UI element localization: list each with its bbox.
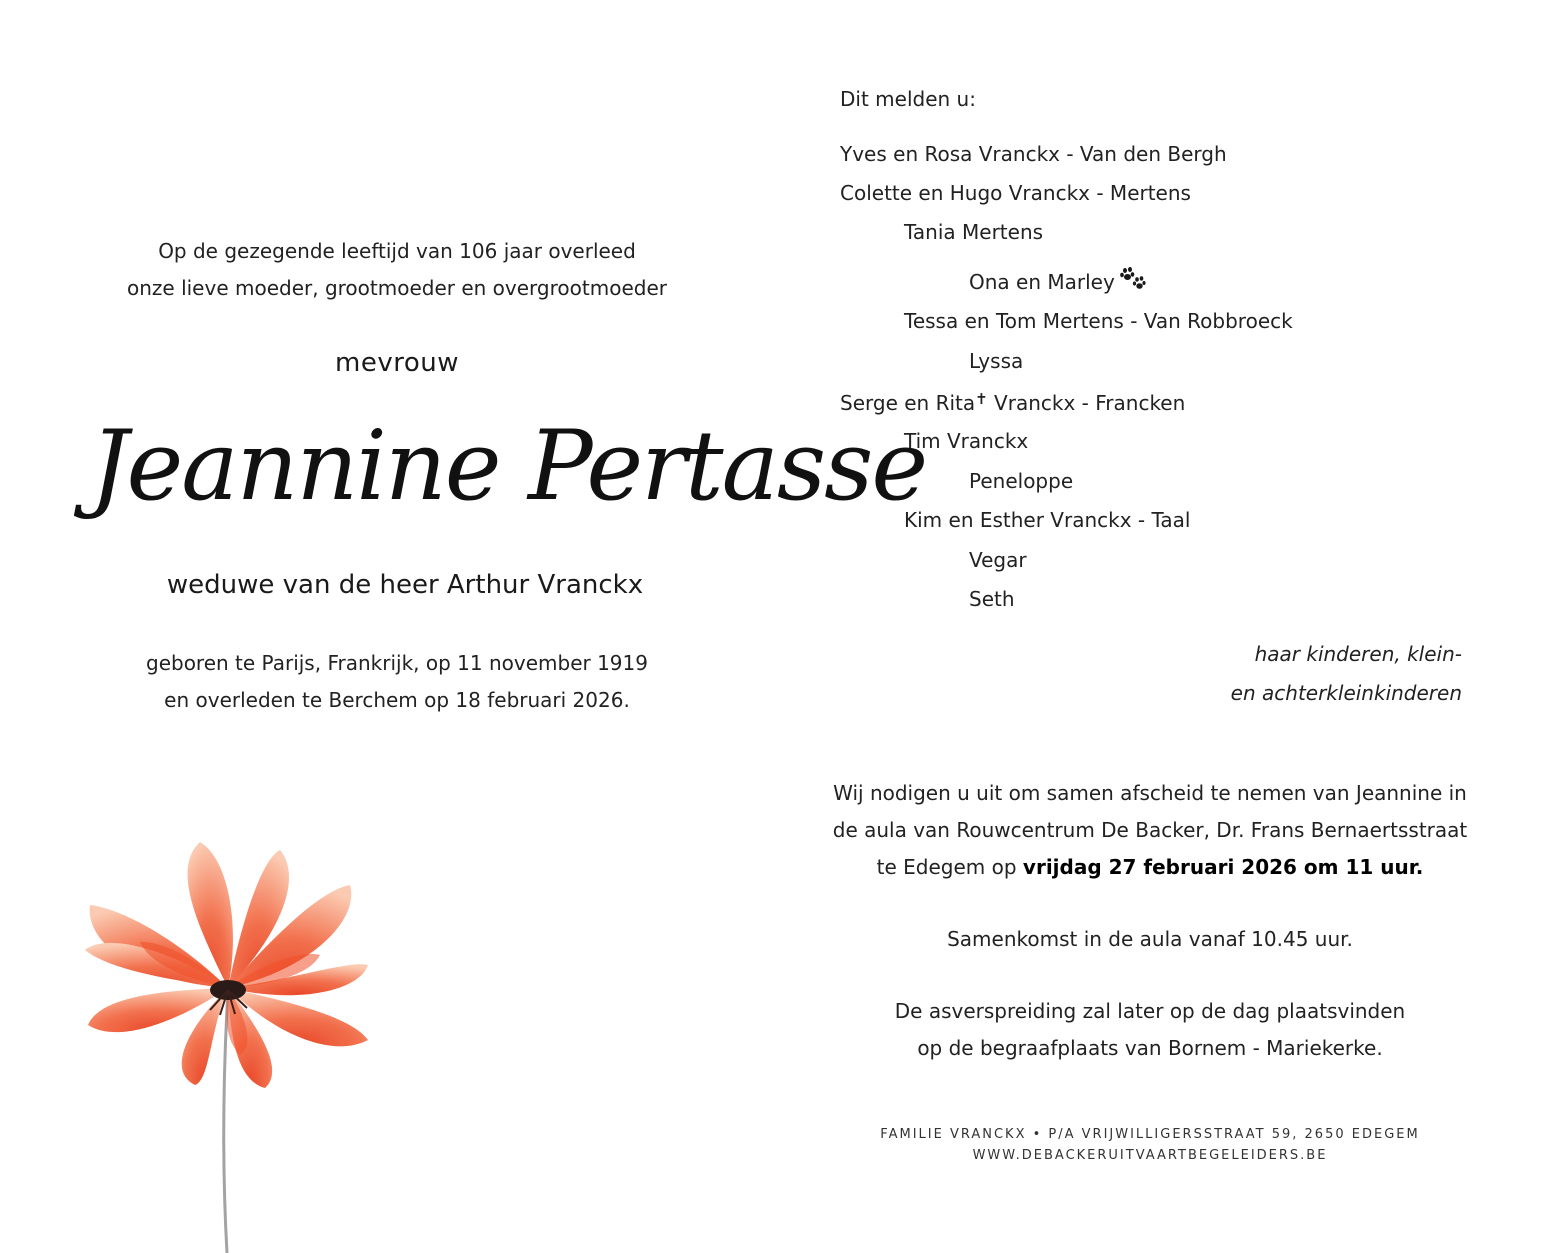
family-member: Vegar (969, 548, 1027, 572)
dates-text (90, 645, 704, 719)
death-line: en overleden te Berchem op 18 februari 2026. (164, 688, 630, 712)
family-closing-2: en achterkleinkinderen (1230, 681, 1462, 705)
paw-print-icon (1119, 267, 1149, 294)
invitation-line-2: de aula van Rouwcentrum De Backer, Dr. Frans Bernaertsstraat (832, 818, 1468, 842)
birth-line: geboren te Parijs, Frankrijk, op 11 november 1919 (146, 651, 648, 675)
family-member: Peneloppe (969, 469, 1074, 493)
family-closing-1: haar kinderen, klein- (1254, 642, 1462, 666)
scattering-line-2: op de begraafplaats van Bornem - Mariekerke. (917, 1036, 1383, 1060)
family-member: Tim Vranckx (904, 429, 1029, 453)
family-member-label: Serge en Rita (840, 391, 976, 415)
family-member: Tessa en Tom Mertens - Van Robbroeck (904, 309, 1293, 333)
family-member: Yves en Rosa Vranckx - Van den Bergh (840, 142, 1227, 166)
intro-line-2: onze lieve moeder, grootmoeder en overgrootmoeder (127, 276, 667, 300)
family-member-label: Vranckx - Francken (987, 391, 1186, 415)
scattering-line-1: De asverspreiding zal later op de dag plaatsvinden (894, 999, 1406, 1023)
intro-text (90, 233, 704, 307)
invitation-line-3 (810, 849, 1490, 886)
invitation-line-3-prefix: te Edegem op (876, 855, 1023, 879)
announcement-heading: Dit melden u: (840, 87, 976, 111)
gathering-text: Samenkomst in de aula vanaf 10.45 uur. (947, 927, 1353, 951)
invitation-text (810, 775, 1490, 886)
family-member (840, 392, 1185, 413)
family-member: Seth (969, 587, 1015, 611)
honorific: mevrouw (335, 348, 459, 378)
family-member: Colette en Hugo Vranckx - Mertens (840, 181, 1191, 205)
deceased-name: Jeannine Pertasse (90, 410, 927, 522)
family-member-label: Ona en Marley (969, 270, 1115, 294)
footer-address: FAMILIE VRANCKX • P/A VRIJWILLIGERSSTRAAT 59, 2650 EDEGEM (880, 1127, 1420, 1142)
ceremony-datetime: vrijdag 27 februari 2026 om 11 uur. (1022, 855, 1424, 879)
flower-illustration (70, 830, 390, 1253)
widow-line: weduwe van de heer Arthur Vranckx (166, 570, 644, 600)
footer-website[interactable]: WWW.DEBACKERUITVAARTBEGELEIDERS.BE (972, 1148, 1328, 1163)
family-member: Lyssa (969, 349, 1024, 373)
family-member: Kim en Esther Vranckx - Taal (904, 508, 1191, 532)
intro-line-1: Op de gezegende leeftijd van 106 jaar overleed (158, 239, 636, 263)
scattering-text (810, 993, 1490, 1067)
family-member: Tania Mertens (904, 220, 1044, 244)
footer (810, 1124, 1490, 1166)
invitation-line-1: Wij nodigen u uit om samen afscheid te nemen van Jeannine in (833, 781, 1467, 805)
cross-icon: ✝ (975, 390, 988, 408)
family-member-pets (969, 267, 1149, 294)
